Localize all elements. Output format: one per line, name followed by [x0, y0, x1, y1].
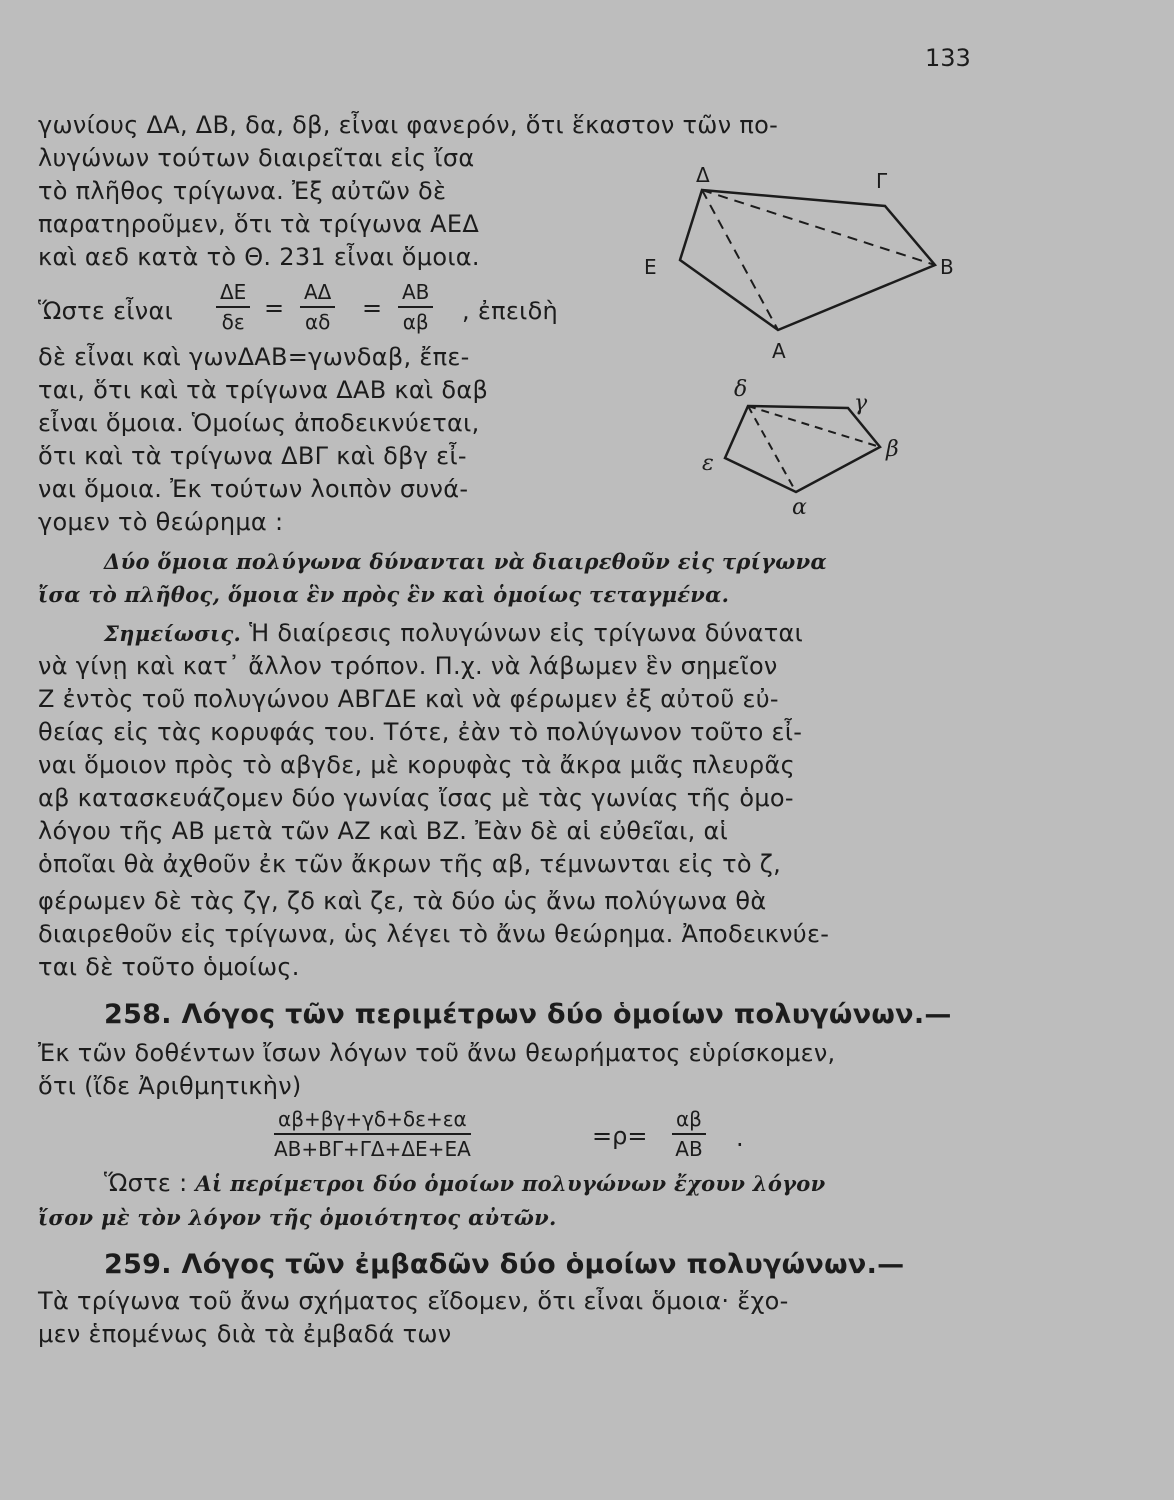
fraction-numerator: αβ	[672, 1107, 706, 1135]
text-line: θείας εἰς τὰς κορυφάς του. Τότε, ἐὰν τὸ πολύγωνον τοῦτο εἶ-	[38, 718, 803, 746]
ratio-fraction	[672, 1107, 706, 1161]
text-line: ὅτι καὶ τὰ τρίγωνα ΔΒΓ καὶ δβγ εἶ-	[38, 442, 467, 470]
fraction-denominator: ΑΒ+ΒΓ+ΓΔ+ΔΕ+ΕΑ	[274, 1137, 471, 1161]
text-line: ναι ὅμοιον πρὸς τὸ αβγδε, μὲ κορυφὰς τὰ ἄκρα μιᾶς πλευρᾶς	[38, 751, 795, 779]
text-line: ὅτι (ἴδε Ἀριθμητικὴν)	[38, 1072, 302, 1100]
text-line: εἶναι ὅμοια. Ὁμοίως ἀποδεικνύεται,	[38, 409, 480, 437]
theorem-line: Δύο ὅμοια πολύγωνα δύνανται νὰ διαιρεθοῦν εἰς τρίγωνα	[104, 549, 827, 574]
text-line: γομεν τὸ θεώρημα :	[38, 508, 284, 536]
fraction-ab	[398, 280, 433, 334]
text-line: ται δὲ τοῦτο ὁμοίως.	[38, 953, 300, 981]
equals-sign: =	[264, 294, 285, 322]
large-pentagon-outline	[680, 190, 935, 330]
text-line: γωνίους ΔΑ, ΔΒ, δα, δβ, εἶναι φανερόν, ὅτι ἕκαστον τῶν πο-	[38, 111, 779, 139]
conclusion-line	[104, 1168, 825, 1199]
fraction-numerator: ΑΒ	[398, 280, 433, 308]
fraction-denominator: αδ	[304, 310, 331, 334]
small-pentagon-figure	[700, 370, 920, 520]
text-line: διαιρεθοῦν εἰς τρίγωνα, ὡς λέγει τὸ ἄνω θεώρημα. Ἀποδεικνύε-	[38, 920, 830, 948]
page-number: 133	[925, 44, 971, 72]
vertex-label-epsilon: Ε	[644, 255, 657, 279]
perimeter-fraction	[274, 1107, 471, 1161]
section-258-heading: 258. Λόγος τῶν περιμέτρων δύο ὁμοίων πολυγώνων.—	[104, 999, 952, 1030]
note-first-line	[104, 618, 803, 649]
text-line: μεν ἑπομένως διὰ τὰ ἐμβαδά των	[38, 1320, 452, 1348]
text-line: Ζ ἐντὸς τοῦ πολυγώνου ΑΒΓΔΕ καὶ νὰ φέρωμεν ἐξ αὐτοῦ εὐ-	[38, 685, 779, 713]
ratio-prefix: Ὥστε εἶναι	[38, 297, 174, 325]
note-first-text: Ἡ διαίρεσις πολυγώνων εἰς τρίγωνα δύναται	[241, 619, 804, 647]
text-line: ται, ὅτι καὶ τὰ τρίγωνα ΔΑΒ καὶ δαβ	[38, 376, 489, 404]
text-line: καὶ αεδ κατὰ τὸ Θ. 231 εἶναι ὅμοια.	[38, 243, 480, 271]
vertex-label-alpha: Α	[772, 339, 786, 363]
vertex-label-small-delta: δ	[734, 377, 748, 402]
fraction-numerator: ΔΕ	[216, 280, 250, 308]
diagonal-da	[702, 190, 778, 330]
text-line: φέρωμεν δὲ τὰς ζγ, ζδ καὶ ζε, τὰ δύο ὡς ἄνω πολύγωνα θὰ	[38, 887, 767, 915]
fraction-denominator: αβ	[402, 310, 429, 334]
text-line: Τὰ τρίγωνα τοῦ ἄνω σχήματος εἴδομεν, ὅτι εἶναι ὅμοια· ἔχο-	[38, 1287, 789, 1315]
text-line: λόγου τῆς ΑΒ μετὰ τῶν ΑΖ καὶ ΒΖ. Ἐὰν δὲ αἱ εὐθεῖαι, αἱ	[38, 817, 729, 845]
vertex-label-beta: Β	[940, 255, 954, 279]
text-line: παρατηροῦμεν, ὅτι τὰ τρίγωνα ΑΕΔ	[38, 210, 480, 238]
text-line: λυγώνων τούτων διαιρεῖται εἰς ἴσα	[38, 144, 475, 172]
vertex-label-small-alpha: α	[792, 495, 807, 520]
fraction-ad	[300, 280, 335, 334]
vertex-label-small-epsilon: ε	[702, 451, 714, 476]
conclusion-italic: Αἱ περίμετροι δύο ὁμοίων πολυγώνων ἔχουν λόγον	[195, 1171, 826, 1196]
fraction-numerator: αβ+βγ+γδ+δε+εα	[274, 1107, 471, 1135]
equals-sign: =	[362, 294, 383, 322]
ratio-suffix: , ἐπειδὴ	[462, 297, 559, 325]
text-line: ναι ὅμοια. Ἐκ τούτων λοιπὸν συνά-	[38, 475, 469, 503]
vertex-label-small-beta: β	[886, 437, 899, 462]
text-line: Ἐκ τῶν δοθέντων ἴσων λόγων τοῦ ἄνω θεωρήματος εὑρίσκομεν,	[38, 1039, 836, 1067]
section-259-heading: 259. Λόγος τῶν ἐμβαδῶν δύο ὁμοίων πολυγώνων.—	[104, 1249, 905, 1280]
ratio-symbol: =ρ=	[592, 1122, 648, 1150]
formula-period: .	[736, 1124, 744, 1152]
vertex-label-small-gamma: γ	[854, 391, 868, 416]
text-line: νὰ γίνῃ καὶ κατ᾽ ἄλλον τρόπον. Π.χ. νὰ λάβωμεν ἓν σημεῖον	[38, 652, 778, 680]
large-pentagon-figure	[630, 160, 970, 365]
vertex-label-delta: Δ	[696, 163, 710, 187]
text-line: ὁποῖαι θὰ ἀχθοῦν ἐκ τῶν ἄκρων τῆς αβ, τέμνωνται εἰς τὸ ζ,	[38, 850, 782, 878]
note-label: Σημείωσις.	[104, 621, 242, 646]
text-line: τὸ πλῆθος τρίγωνα. Ἐξ αὐτῶν δὲ	[38, 177, 447, 205]
vertex-label-gamma: Γ	[876, 169, 888, 193]
conclusion-italic-line: ἴσον μὲ τὸν λόγον τῆς ὁμοιότητος αὐτῶν.	[38, 1205, 557, 1230]
conclusion-prefix: Ὥστε :	[104, 1169, 188, 1197]
text-line: αβ κατασκευάζομεν δύο γωνίας ἴσας μὲ τὰς γωνίας τῆς ὁμο-	[38, 784, 794, 812]
theorem-line: ἴσα τὸ πλῆθος, ὅμοια ἓν πρὸς ἓν καὶ ὁμοίως τεταγμένα.	[38, 582, 730, 607]
small-pentagon-outline	[725, 406, 880, 492]
text-line: δὲ εἶναι καὶ γωνΔΑΒ=γωνδαβ, ἔπε-	[38, 343, 470, 371]
fraction-de	[216, 280, 250, 334]
fraction-denominator: ΑΒ	[675, 1137, 703, 1161]
fraction-denominator: δε	[221, 310, 245, 334]
fraction-numerator: ΑΔ	[300, 280, 335, 308]
